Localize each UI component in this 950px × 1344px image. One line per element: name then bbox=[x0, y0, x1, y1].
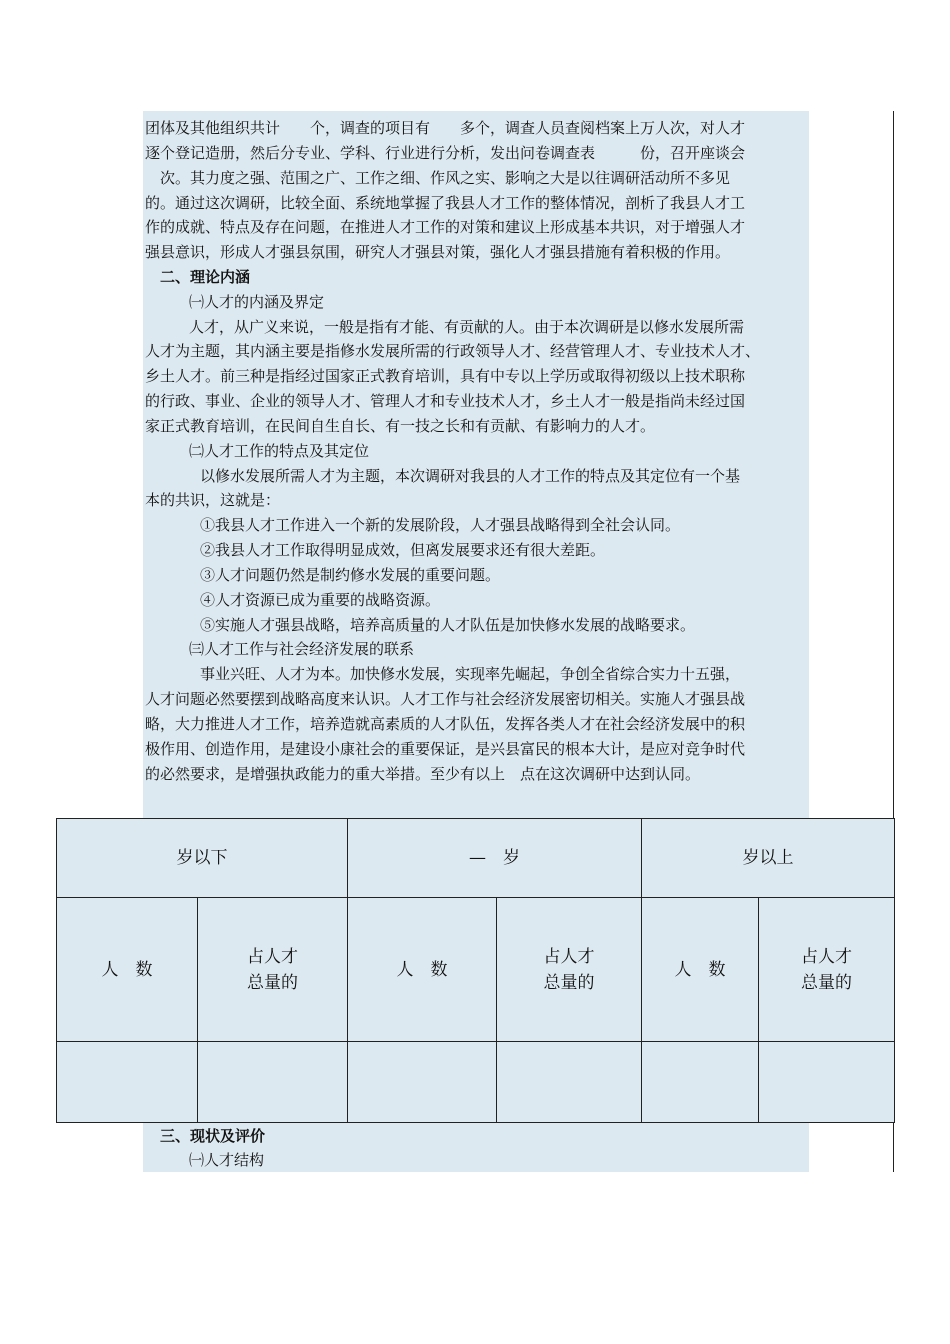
body-line: 以修水发展所需人才为主题，本次调研对我县的人才工作的特点及其定位有一个基 bbox=[200, 467, 741, 485]
share-header-line2: 总量的 bbox=[801, 972, 852, 993]
share-header-line1: 占人才 bbox=[543, 946, 595, 967]
count-header bbox=[348, 898, 497, 1042]
intro-line: 作的成就、特点及存在问题，在推进人才工作的对策和建议上形成基本共识，对于增强人才 bbox=[145, 218, 746, 236]
section-heading: 二、理论内涵 bbox=[160, 268, 251, 286]
subsection-heading: ㈡人才工作的特点及其定位 bbox=[189, 442, 370, 460]
count-header bbox=[57, 898, 198, 1042]
count-header bbox=[642, 898, 759, 1042]
body-line: 的必然要求，是增强执政能力的重大举措。至少有以上 点在这次调研中达到认同。 bbox=[145, 765, 701, 783]
table-cell bbox=[57, 1042, 198, 1123]
share-header bbox=[759, 898, 895, 1042]
age-group-header: 岁以下 bbox=[57, 819, 348, 898]
intro-line: 团体及其他组织共计 个，调查的项目有 多个，调查人员查阅档案上万人次，对人才 bbox=[145, 119, 746, 137]
intro-line: 强县意识，形成人才强县氛围，研究人才强县对策，强化人才强县措施有着积极的作用。 bbox=[145, 243, 731, 261]
age-group-header: 岁以上 bbox=[642, 819, 895, 898]
share-header-line2: 总量的 bbox=[543, 972, 595, 993]
age-distribution-table bbox=[56, 818, 895, 1123]
share-header-line1: 占人才 bbox=[801, 946, 852, 967]
subsection-heading: ㈠人才结构 bbox=[189, 1151, 265, 1169]
body-line: 人才，从广义来说，一般是指有才能、有贡献的人。由于本次调研是以修水发展所需 bbox=[189, 318, 745, 336]
table-cell bbox=[642, 1042, 759, 1123]
body-line: 的行政、事业、企业的领导人才、管理人才和专业技术人才，乡土人才一般是指尚未经过国 bbox=[145, 392, 746, 410]
subsection-heading: ㈢人才工作与社会经济发展的联系 bbox=[189, 640, 415, 658]
intro-line: 逐个登记造册，然后分专业、学科、行业进行分析，发出问卷调查表 份，召开座谈会 bbox=[145, 144, 746, 162]
table-cell bbox=[348, 1042, 497, 1123]
body-line: 家正式教育培训，在民间自生自长、有一技之长和有贡献、有影响力的人才。 bbox=[145, 417, 656, 435]
list-item: ①我县人才工作进入一个新的发展阶段，人才强县战略得到全社会认同。 bbox=[200, 516, 681, 534]
count-header-text: 人 数 bbox=[396, 959, 448, 980]
intro-line: 次。其力度之强、范围之广、工作之细、作风之实、影响之大是以往调研活动所不多见 bbox=[145, 169, 731, 187]
share-header-line2: 总量的 bbox=[247, 972, 298, 993]
body-line: 事业兴旺、人才为本。加快修水发展，实现率先崛起，争创全省综合实力十五强， bbox=[200, 665, 741, 683]
body-line: 乡土人才。前三种是指经过国家正式教育培训，具有中专以上学历或取得初级以上技术职称 bbox=[145, 367, 746, 385]
count-header-text: 人 数 bbox=[101, 959, 153, 980]
list-item: ⑤实施人才强县战略，培养高质量的人才队伍是加快修水发展的战略要求。 bbox=[200, 616, 696, 634]
share-header bbox=[198, 898, 348, 1042]
body-line: 人才为主题，其内涵主要是指修水发展所需的行政领导人才、经营管理人才、专业技术人才、 bbox=[145, 342, 761, 360]
body-line: 本的共识，这就是： bbox=[145, 491, 281, 509]
share-header-line1: 占人才 bbox=[247, 946, 298, 967]
subsection-heading: ㈠人才的内涵及界定 bbox=[189, 293, 325, 311]
list-item: ④人才资源已成为重要的战略资源。 bbox=[200, 591, 441, 609]
section-heading: 三、现状及评价 bbox=[160, 1127, 266, 1145]
age-group-header: — 岁 bbox=[348, 819, 642, 898]
intro-line: 的。通过这次调研，比较全面、系统地掌握了我县人才工作的整体情况，剖析了我县人才工 bbox=[145, 194, 746, 212]
body-line: 人才问题必然要摆到战略高度来认识。人才工作与社会经济发展密切相关。实施人才强县战 bbox=[145, 690, 746, 708]
table-cell bbox=[759, 1042, 895, 1123]
table-cell bbox=[497, 1042, 642, 1123]
body-line: 极作用、创造作用，是建设小康社会的重要保证，是兴县富民的根本大计，是应对竞争时代 bbox=[145, 740, 746, 758]
table-cell bbox=[198, 1042, 348, 1123]
count-header-text: 人 数 bbox=[674, 959, 726, 980]
list-item: ③人才问题仍然是制约修水发展的重要问题。 bbox=[200, 566, 501, 584]
list-item: ②我县人才工作取得明显成效，但离发展要求还有很大差距。 bbox=[200, 541, 606, 559]
share-header bbox=[497, 898, 642, 1042]
body-line: 略，大力推进人才工作，培养造就高素质的人才队伍，发挥各类人才在社会经济发展中的积 bbox=[145, 715, 746, 733]
